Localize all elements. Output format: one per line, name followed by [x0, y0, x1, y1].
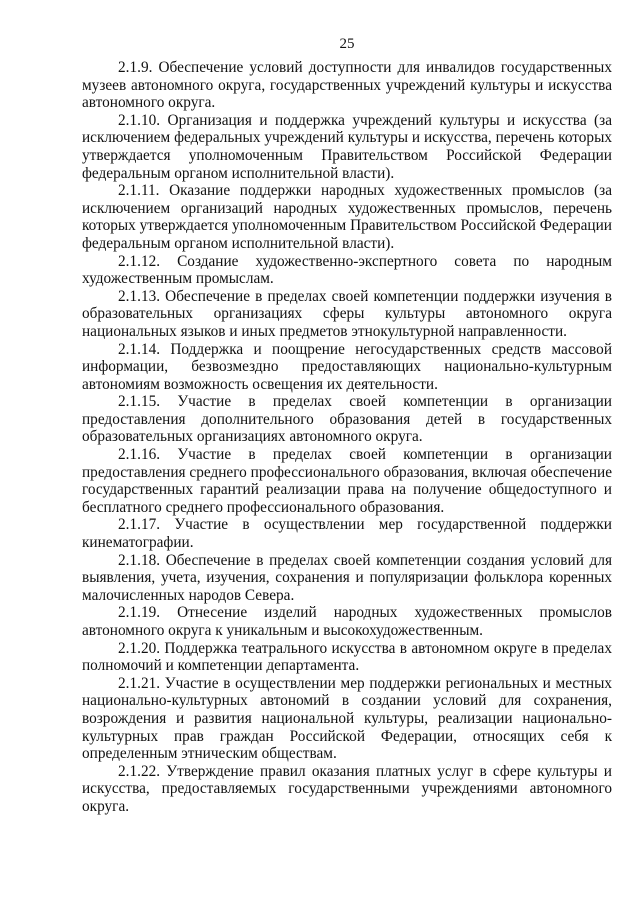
paragraph-2-1-19: 2.1.19. Отнесение изделий народных художественных промыслов автономного округа к уникальным и высокохудожественным. — [82, 604, 612, 639]
paragraph-2-1-20: 2.1.20. Поддержка театрального искусства в автономном округе в пределах полномочий и компетенции департамента. — [82, 639, 612, 675]
paragraph-2-1-10: 2.1.10. Организация и поддержка учреждений культуры и искусства (за исключением федеральных учреждений культуры и искусства, перечень которых утверждается уполномоченным Правительством Российской Федерации федеральным органом исполнительной власти). — [82, 111, 612, 182]
page-number: 25 — [339, 36, 355, 52]
paragraph-2-1-14: 2.1.14. Поддержка и поощрение негосударственных средств массовой информации, безвозмездно предоставляющих национально-культурным автономиям возможность освещения их деятельности. — [82, 340, 612, 393]
paragraph-2-1-12: 2.1.12. Создание художественно-экспертного совета по народным художественным промыслам. — [82, 252, 612, 288]
document-body — [82, 59, 612, 816]
document-page — [82, 36, 612, 816]
paragraph-2-1-13: 2.1.13. Обеспечение в пределах своей компетенции поддержки изучения в образовательных организациях сферы культуры автономного округа национальных языков и иных предметов этнокультурной направленности. — [82, 287, 612, 340]
paragraph-2-1-9: 2.1.9. Обеспечение условий доступности для инвалидов государственных музеев автономного округа, государственных учреждений культуры и искусства автономного округа. — [82, 59, 612, 112]
paragraph-2-1-11: 2.1.11. Оказание поддержки народных художественных промыслов (за исключением организаций народных художественных промыслов, перечень которых утверждается уполномоченным Правительством Российской Федерации федеральным органом исполнительной власти). — [82, 182, 612, 252]
paragraph-2-1-18: 2.1.18. Обеспечение в пределах своей компетенции создания условий для выявления, учета, изучения, сохранения и популяризации фольклора коренных малочисленных народов Севера. — [82, 551, 612, 604]
paragraph-2-1-16: 2.1.16. Участие в пределах своей компетенции в организации предоставления среднего профессионального образования, включая обеспечение государственных гарантий реализации права на получение общедоступного и бесплатного среднего профессионального образования. — [82, 446, 612, 516]
paragraph-2-1-15: 2.1.15. Участие в пределах своей компетенции в организации предоставления дополнительного образования детей в государственных образовательных организациях автономного округа. — [82, 393, 612, 446]
paragraph-2-1-17: 2.1.17. Участие в осуществлении мер государственной поддержки кинематографии. — [82, 516, 612, 552]
paragraph-2-1-22: 2.1.22. Утверждение правил оказания платных услуг в сфере культуры и искусства, предоставляемых государственными учреждениями автономного округа. — [82, 762, 612, 815]
paragraph-2-1-21: 2.1.21. Участие в осуществлении мер поддержки региональных и местных национально-культурных автономий в создании условий для сохранения, возрождения и развития национальной культуры, реализации национально-культурных прав граждан Российской Федерации, относящих себя к определенным этническим обществам. — [82, 674, 612, 763]
